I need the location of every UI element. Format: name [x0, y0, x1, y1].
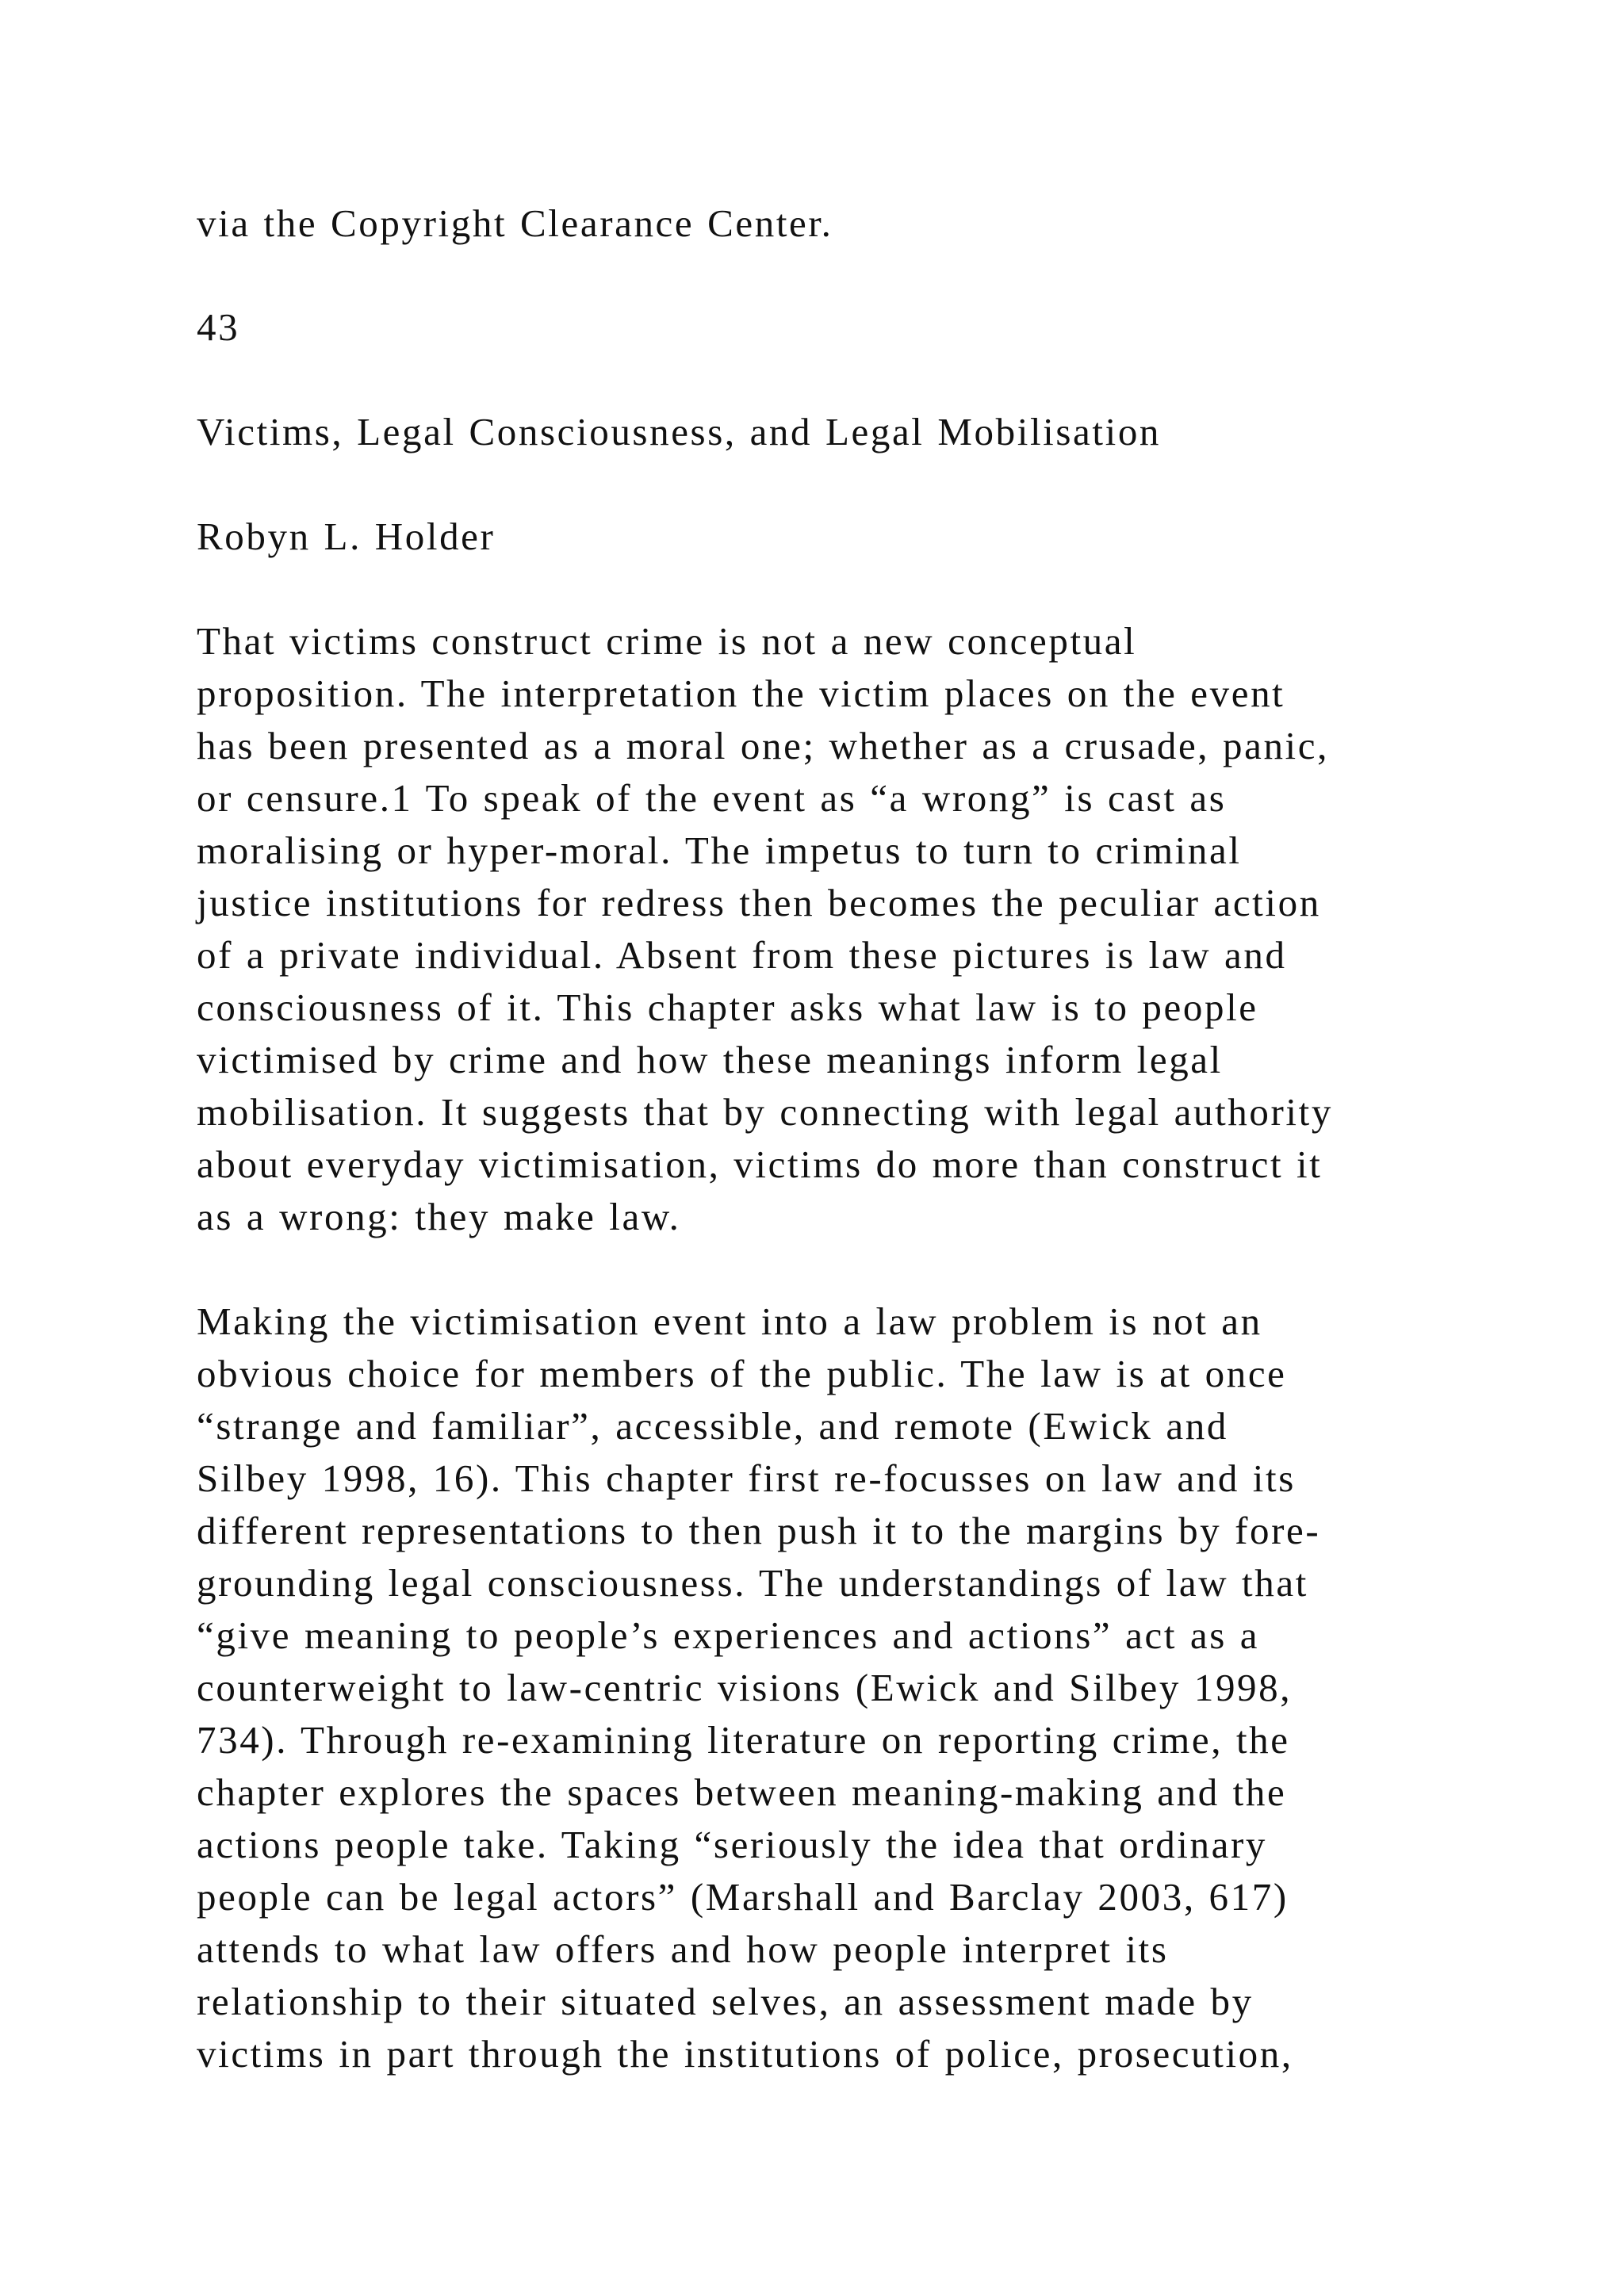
paragraph-line: relationship to their situated selves, an assessment made by: [197, 1980, 1254, 2023]
page-number: 43: [197, 305, 240, 349]
author-name: Robyn L. Holder: [197, 515, 496, 558]
paragraph-line: as a wrong: they make law.: [197, 1195, 681, 1238]
paragraph-line: Silbey 1998, 16). This chapter first re-focusses on law and its: [197, 1456, 1296, 1500]
paragraph-line: Making the victimisation event into a law problem is not an: [197, 1299, 1262, 1343]
paragraph-line: victimised by crime and how these meanings inform legal: [197, 1038, 1223, 1081]
paragraph-line: of a private individual. Absent from these pictures is law and: [197, 933, 1287, 977]
paragraph-line: grounding legal consciousness. The understandings of law that: [197, 1561, 1308, 1605]
paragraph-line: “strange and familiar”, accessible, and remote (Ewick and: [197, 1404, 1228, 1448]
paragraph-line: consciousness of it. This chapter asks what law is to people: [197, 985, 1258, 1029]
paragraph-line: has been presented as a moral one; whether as a crusade, panic,: [197, 724, 1329, 767]
paragraph-line: moralising or hyper-moral. The impetus to turn to criminal: [197, 828, 1242, 872]
paragraph-line: or censure.1 To speak of the event as “a wrong” is cast as: [197, 776, 1227, 820]
paragraph-line: attends to what law offers and how people interpret its: [197, 1927, 1169, 1971]
paragraph-line: That victims construct crime is not a new conceptual: [197, 619, 1137, 663]
paragraph-line: proposition. The interpretation the victim places on the event: [197, 672, 1285, 715]
paragraph-line: about everyday victimisation, victims do more than construct it: [197, 1142, 1323, 1186]
paragraph-line: victims in part through the institutions of police, prosecution,: [197, 2032, 1293, 2076]
paragraph-line: counterweight to law-centric visions (Ewick and Silbey 1998,: [197, 1666, 1293, 1709]
paragraph-line: “give meaning to people’s experiences and actions” act as a: [197, 1613, 1260, 1657]
chapter-title: Victims, Legal Consciousness, and Legal Mobilisation: [197, 410, 1162, 453]
paragraph-line: 734). Through re-examining literature on reporting crime, the: [197, 1718, 1290, 1762]
paragraph-line: mobilisation. It suggests that by connecting with legal authority: [197, 1090, 1333, 1134]
paragraph-line: obvious choice for members of the public. The law is at once: [197, 1352, 1287, 1395]
paragraph-line: people can be legal actors” (Marshall and Barclay 2003, 617): [197, 1875, 1289, 1919]
paragraph-line: justice institutions for redress then becomes the peculiar action: [197, 881, 1321, 924]
paragraph-line: actions people take. Taking “seriously the idea that ordinary: [197, 1823, 1267, 1866]
intro-line: via the Copyright Clearance Center.: [197, 201, 833, 245]
paragraph-line: chapter explores the spaces between meaning-making and the: [197, 1770, 1287, 1814]
paragraph-line: different representations to then push it to the margins by fore-: [197, 1509, 1321, 1552]
